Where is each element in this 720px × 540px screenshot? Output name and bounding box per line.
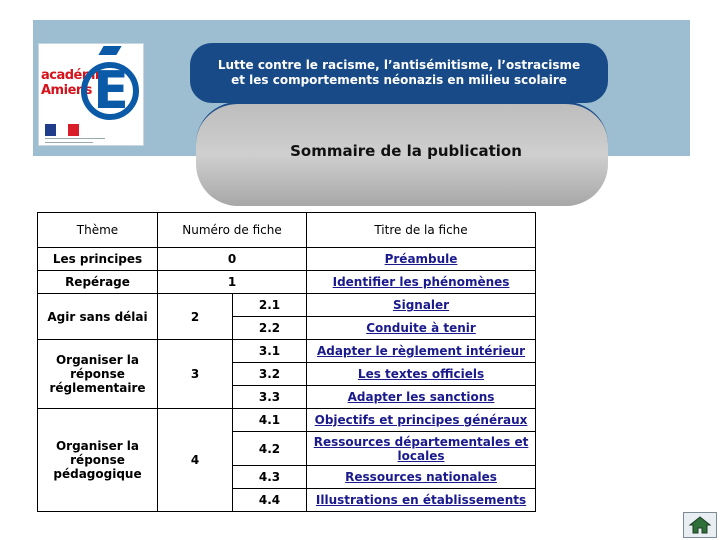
fiche-number: 3 — [158, 340, 233, 409]
sub-fiche-number: 3.3 — [233, 386, 307, 409]
home-button[interactable] — [683, 512, 717, 538]
summary-table — [37, 212, 536, 512]
table-row — [38, 340, 536, 363]
logo-accent-mark — [98, 46, 121, 55]
fiche-link[interactable]: Signaler — [307, 294, 536, 317]
fiche-link[interactable]: Préambule — [307, 248, 536, 271]
page-subtitle: Sommaire de la publication — [290, 142, 522, 160]
theme-cell: Organiser la réponse réglementaire — [38, 340, 158, 409]
sub-fiche-number: 3.1 — [233, 340, 307, 363]
academie-logo — [38, 43, 144, 146]
logo-fine-print — [45, 138, 105, 139]
fiche-link[interactable]: Adapter le règlement intérieur — [307, 340, 536, 363]
theme-cell: Organiser la réponse pédagogique — [38, 409, 158, 512]
fiche-link[interactable]: Ressources nationales — [307, 466, 536, 489]
logo-fine-print — [45, 142, 93, 143]
home-icon — [689, 516, 711, 534]
fiche-link[interactable]: Identifier les phénomènes — [307, 271, 536, 294]
sub-fiche-number: 4.2 — [233, 432, 307, 466]
sub-fiche-number: 4.1 — [233, 409, 307, 432]
fiche-number: 0 — [158, 248, 307, 271]
table-row — [38, 294, 536, 317]
fiche-link[interactable]: Illustrations en établissements — [307, 489, 536, 512]
table-header-row — [38, 213, 536, 248]
column-header-number: Numéro de fiche — [158, 213, 307, 248]
fiche-number: 4 — [158, 409, 233, 512]
table-row — [38, 409, 536, 432]
fiche-link[interactable]: Les textes officiels — [307, 363, 536, 386]
fiche-link[interactable]: Ressources départementales et locales — [307, 432, 536, 466]
page-title: Lutte contre le racisme, l’antisémitisme, l’ostracisme et les comportements néonazis en milieu scolaire — [190, 43, 608, 103]
sub-fiche-number: 2.1 — [233, 294, 307, 317]
sub-fiche-number: 4.4 — [233, 489, 307, 512]
subtitle-panel — [196, 102, 608, 206]
fiche-link[interactable]: Adapter les sanctions — [307, 386, 536, 409]
column-header-title: Titre de la fiche — [307, 213, 536, 248]
fiche-link[interactable]: Conduite à tenir — [307, 317, 536, 340]
logo-text-line1: académie — [41, 68, 108, 83]
fiche-number: 1 — [158, 271, 307, 294]
theme-cell: Les principes — [38, 248, 158, 271]
fiche-link[interactable]: Objectifs et principes généraux — [307, 409, 536, 432]
french-flag-icon — [45, 124, 79, 136]
table-row — [38, 248, 536, 271]
sub-fiche-number: 3.2 — [233, 363, 307, 386]
column-header-theme: Thème — [38, 213, 158, 248]
theme-cell: Repérage — [38, 271, 158, 294]
fiche-number: 2 — [158, 294, 233, 340]
sub-fiche-number: 2.2 — [233, 317, 307, 340]
theme-cell: Agir sans délai — [38, 294, 158, 340]
table-row — [38, 271, 536, 294]
logo-e-mark — [81, 62, 139, 120]
sub-fiche-number: 4.3 — [233, 466, 307, 489]
logo-letter: E — [93, 61, 129, 121]
logo-text-line2: Amiens — [41, 83, 92, 98]
